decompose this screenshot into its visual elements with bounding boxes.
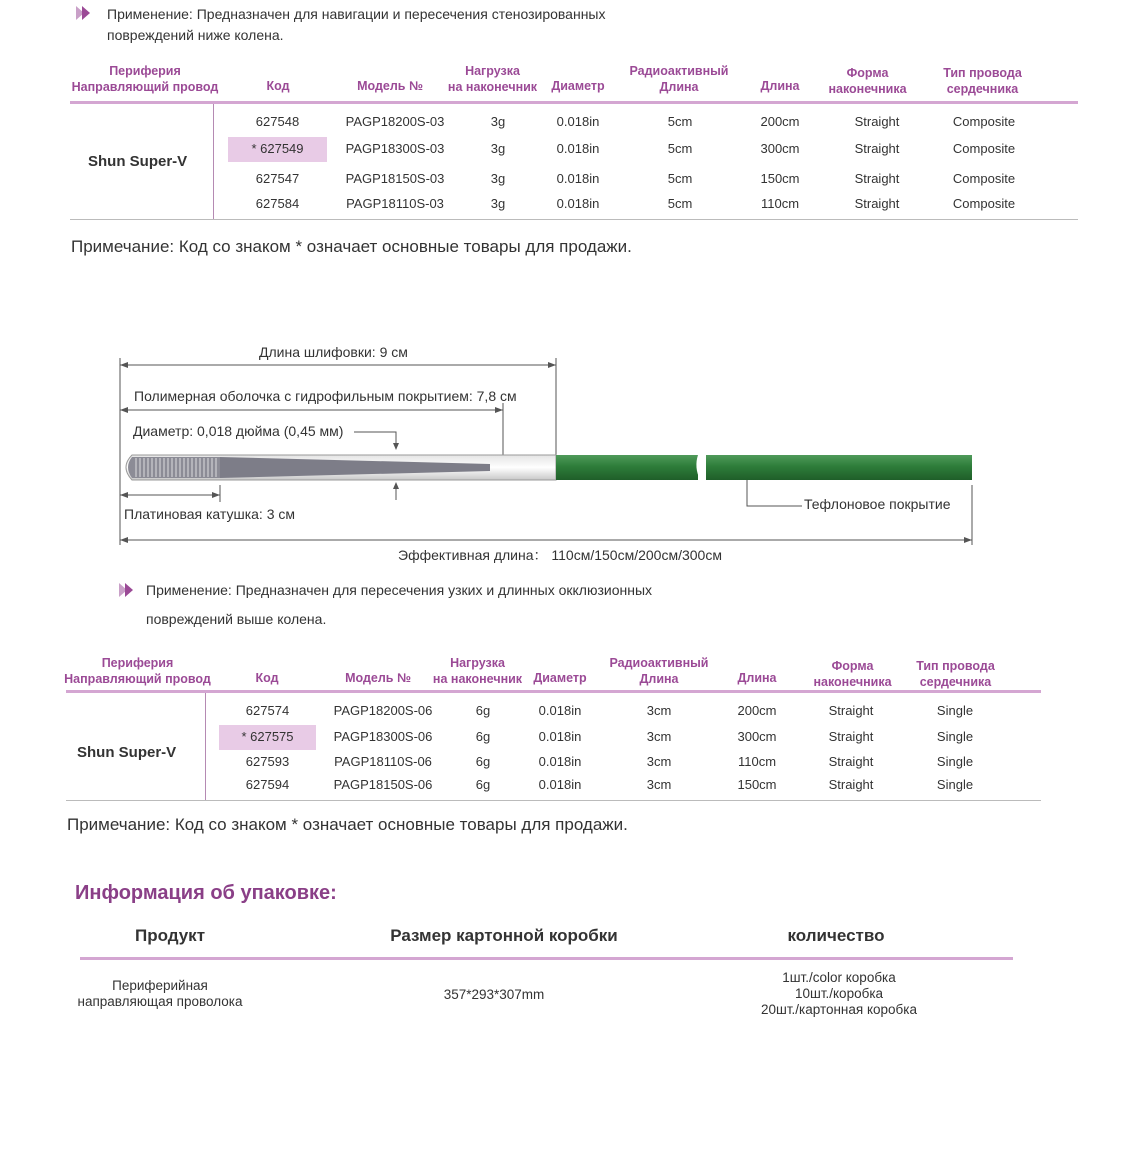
cell-tip: Straight bbox=[828, 754, 874, 769]
header-load: Нагрузка на наконечник bbox=[432, 656, 523, 686]
header-length: Длина bbox=[737, 671, 777, 685]
cell-diameter: 0.018in bbox=[556, 196, 600, 211]
cell-load: 3g bbox=[490, 171, 506, 186]
cell-load: 6g bbox=[475, 729, 491, 744]
application-text-2a: Применение: Предназначен для пересечения узких и длинных окклюзионных bbox=[146, 582, 653, 598]
header-radio: Радиоактивный Длина bbox=[629, 64, 729, 94]
polymer-label: Полимерная оболочка с гидрофильным покрытием: 7,8 см bbox=[134, 388, 517, 404]
header-periphery: Периферия Направляющий провод bbox=[64, 656, 211, 686]
pkg-header-rule bbox=[80, 957, 1013, 960]
header-tip: Форма наконечника bbox=[828, 66, 907, 96]
guidewire-diagram bbox=[110, 340, 990, 570]
cell-radio: 5cm bbox=[667, 114, 693, 129]
header-core: Тип провода сердечника bbox=[943, 66, 1022, 96]
cell-code: 627593 bbox=[245, 754, 290, 769]
cell-load: 6g bbox=[475, 777, 491, 792]
cell-model: PAGP18110S-06 bbox=[334, 754, 432, 769]
header-model: Модель № bbox=[345, 671, 411, 685]
cell-core: Single bbox=[936, 729, 974, 744]
cell-tip: Straight bbox=[828, 703, 874, 718]
cell-core: Composite bbox=[952, 196, 1016, 211]
header-load: Нагрузка на наконечник bbox=[447, 64, 538, 94]
cell-core: Single bbox=[936, 777, 974, 792]
cell-model: PAGP18110S-03 bbox=[346, 196, 444, 211]
cell-model: PAGP18150S-03 bbox=[345, 171, 445, 186]
cell-tip: Straight bbox=[828, 777, 874, 792]
cell-core: Composite bbox=[952, 114, 1016, 129]
header-periphery: Периферия Направляющий провод bbox=[71, 64, 219, 94]
cell-tip: Straight bbox=[828, 729, 874, 744]
product-name: Shun Super-V bbox=[77, 744, 177, 761]
column-divider bbox=[213, 104, 214, 219]
application-text-1a: Применение: Предназначен для навигации и пересечения стенозированных bbox=[107, 6, 606, 22]
cell-load: 3g bbox=[490, 141, 506, 156]
table-bottom-rule bbox=[70, 219, 1078, 220]
table-bottom-rule bbox=[66, 800, 1041, 801]
cell-radio: 5cm bbox=[667, 171, 693, 186]
pkg-header-qty: количество bbox=[787, 926, 885, 945]
header-code: Код bbox=[266, 79, 290, 93]
cell-model: PAGP18150S-06 bbox=[333, 777, 433, 792]
header-diameter: Диаметр bbox=[533, 671, 587, 685]
cell-length: 110cm bbox=[737, 754, 777, 769]
cell-radio: 5cm bbox=[667, 141, 693, 156]
note-text: Примечание: Код со знаком * означает основные товары для продажи. bbox=[67, 815, 628, 834]
header-rule bbox=[66, 690, 1041, 693]
cell-model: PAGP18200S-06 bbox=[333, 703, 433, 718]
cell-tip: Straight bbox=[854, 114, 900, 129]
pkg-header-size: Размер картонной коробки bbox=[390, 926, 618, 945]
cell-load: 3g bbox=[490, 114, 506, 129]
cell-tip: Straight bbox=[854, 171, 900, 186]
cell-diameter: 0.018in bbox=[538, 754, 582, 769]
cell-radio: 5cm bbox=[667, 196, 693, 211]
cell-radio: 3cm bbox=[646, 754, 672, 769]
cell-core: Single bbox=[936, 754, 974, 769]
cell-diameter: 0.018in bbox=[538, 777, 582, 792]
cell-length: 300cm bbox=[760, 141, 800, 156]
teflon-label: Тефлоновое покрытие bbox=[804, 496, 951, 512]
cell-code: 627594 bbox=[245, 777, 290, 792]
cell-core: Single bbox=[936, 703, 974, 718]
header-radio: Радиоактивный Длина bbox=[609, 656, 709, 686]
header-rule bbox=[70, 101, 1078, 104]
application-text-2b: повреждений выше колена. bbox=[146, 611, 327, 627]
cell-model: PAGP18300S-06 bbox=[333, 729, 433, 744]
header-tip: Форма наконечника bbox=[813, 659, 892, 689]
cell-radio: 3cm bbox=[646, 777, 672, 792]
cell-model: PAGP18200S-03 bbox=[345, 114, 445, 129]
cell-radio: 3cm bbox=[646, 703, 672, 718]
cell-length: 200cm bbox=[760, 114, 800, 129]
note-text: Примечание: Код со знаком * означает основные товары для продажи. bbox=[71, 237, 632, 256]
cell-load: 3g bbox=[490, 196, 506, 211]
cell-diameter: 0.018in bbox=[556, 114, 600, 129]
pkg-qty: 1шт./color коробка 10шт./коробка 20шт./картонная коробка bbox=[760, 970, 917, 1017]
cell-diameter: 0.018in bbox=[538, 729, 582, 744]
bullet-arrow-icon bbox=[76, 6, 96, 20]
cell-tip: Straight bbox=[854, 196, 900, 211]
cell-code: * 627575 bbox=[241, 729, 294, 744]
cell-diameter: 0.018in bbox=[556, 141, 600, 156]
cell-length: 110cm bbox=[760, 196, 800, 211]
product-name: Shun Super-V bbox=[88, 153, 188, 170]
diameter-label: Диаметр: 0,018 дюйма (0,45 мм) bbox=[133, 423, 344, 439]
cell-code: * 627549 bbox=[251, 141, 304, 156]
cell-radio: 3cm bbox=[646, 729, 672, 744]
effective-length-label: Эффективная длина： 110см/150см/200см/300см bbox=[398, 547, 722, 563]
cell-load: 6g bbox=[475, 703, 491, 718]
cell-length: 150cm bbox=[737, 777, 777, 792]
cell-diameter: 0.018in bbox=[556, 171, 600, 186]
column-divider bbox=[205, 693, 206, 800]
cell-code: 627574 bbox=[245, 703, 290, 718]
pkg-size: 357*293*307mm bbox=[443, 987, 545, 1002]
packaging-title: Информация об упаковке: bbox=[75, 882, 337, 904]
cell-code: 627547 bbox=[255, 171, 300, 186]
pkg-header-product: Продукт bbox=[134, 926, 206, 945]
header-core: Тип провода сердечника bbox=[916, 659, 995, 689]
grind-length-label: Длина шлифовки: 9 см bbox=[259, 344, 408, 360]
cell-diameter: 0.018in bbox=[538, 703, 582, 718]
cell-core: Composite bbox=[952, 141, 1016, 156]
cell-code: 627584 bbox=[255, 196, 300, 211]
header-diameter: Диаметр bbox=[551, 79, 605, 93]
pkg-product: Периферийная направляющая проволока bbox=[77, 978, 243, 1009]
cell-core: Composite bbox=[952, 171, 1016, 186]
application-text-1b: повреждений ниже колена. bbox=[107, 27, 284, 43]
cell-tip: Straight bbox=[854, 141, 900, 156]
cell-length: 300cm bbox=[737, 729, 777, 744]
cell-length: 150cm bbox=[760, 171, 800, 186]
header-length: Длина bbox=[760, 79, 800, 93]
platinum-label: Платиновая катушка: 3 см bbox=[124, 506, 296, 522]
header-code: Код bbox=[255, 671, 279, 685]
cell-length: 200cm bbox=[737, 703, 777, 718]
header-model: Модель № bbox=[357, 79, 423, 93]
cell-model: PAGP18300S-03 bbox=[345, 141, 445, 156]
bullet-arrow-icon bbox=[119, 583, 139, 597]
cell-code: 627548 bbox=[255, 114, 300, 129]
cell-load: 6g bbox=[475, 754, 491, 769]
